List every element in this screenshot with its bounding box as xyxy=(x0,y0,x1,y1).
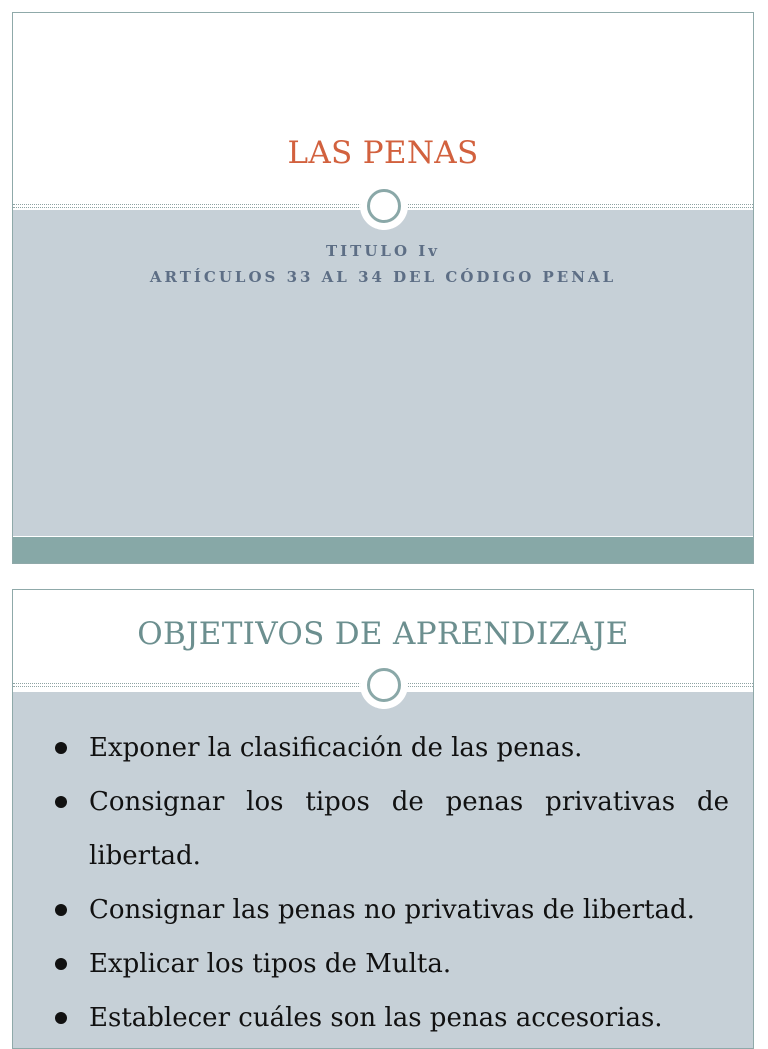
list-item xyxy=(49,775,729,829)
list-item xyxy=(49,721,729,775)
list-item-text: libertad. xyxy=(89,841,201,871)
list-item xyxy=(49,937,729,991)
list-item-text: Establecer cuáles son las penas accesorias. xyxy=(89,1003,663,1033)
bullet-dot-icon xyxy=(55,904,67,916)
bullet-dot-icon xyxy=(55,742,67,754)
bullet-dot-icon xyxy=(55,1012,67,1024)
list-item xyxy=(49,883,729,937)
footer-bar xyxy=(13,537,753,564)
circle-ornament-icon xyxy=(360,661,408,709)
slide-objectives xyxy=(12,589,754,1049)
section-title: OBJETIVOS DE APRENDIZAJE xyxy=(137,616,629,652)
list-item-text: Explicar los tipos de Multa. xyxy=(89,949,452,979)
bullet-dot-icon xyxy=(55,958,67,970)
title-region xyxy=(13,13,753,206)
list-item-text: Exponer la clasificación de las penas. xyxy=(89,733,583,763)
subtitle-line-2: ARTÍCULOS 33 AL 34 DEL CÓDIGO PENAL xyxy=(149,268,617,286)
objectives-list xyxy=(49,721,729,1045)
list-item-text: Consignar las penas no privativas de libertad. xyxy=(89,895,695,925)
page-title: LAS PENAS xyxy=(287,135,479,171)
subtitle-line-1: TITULO Iv xyxy=(326,242,440,260)
slide-title-page xyxy=(12,12,754,564)
list-item-text: Consignar los tipos de penas privativas de xyxy=(89,787,729,817)
circle-ornament-icon xyxy=(360,182,408,230)
list-item-continuation xyxy=(49,829,729,883)
bullet-dot-icon xyxy=(55,796,67,808)
list-item xyxy=(49,991,729,1045)
